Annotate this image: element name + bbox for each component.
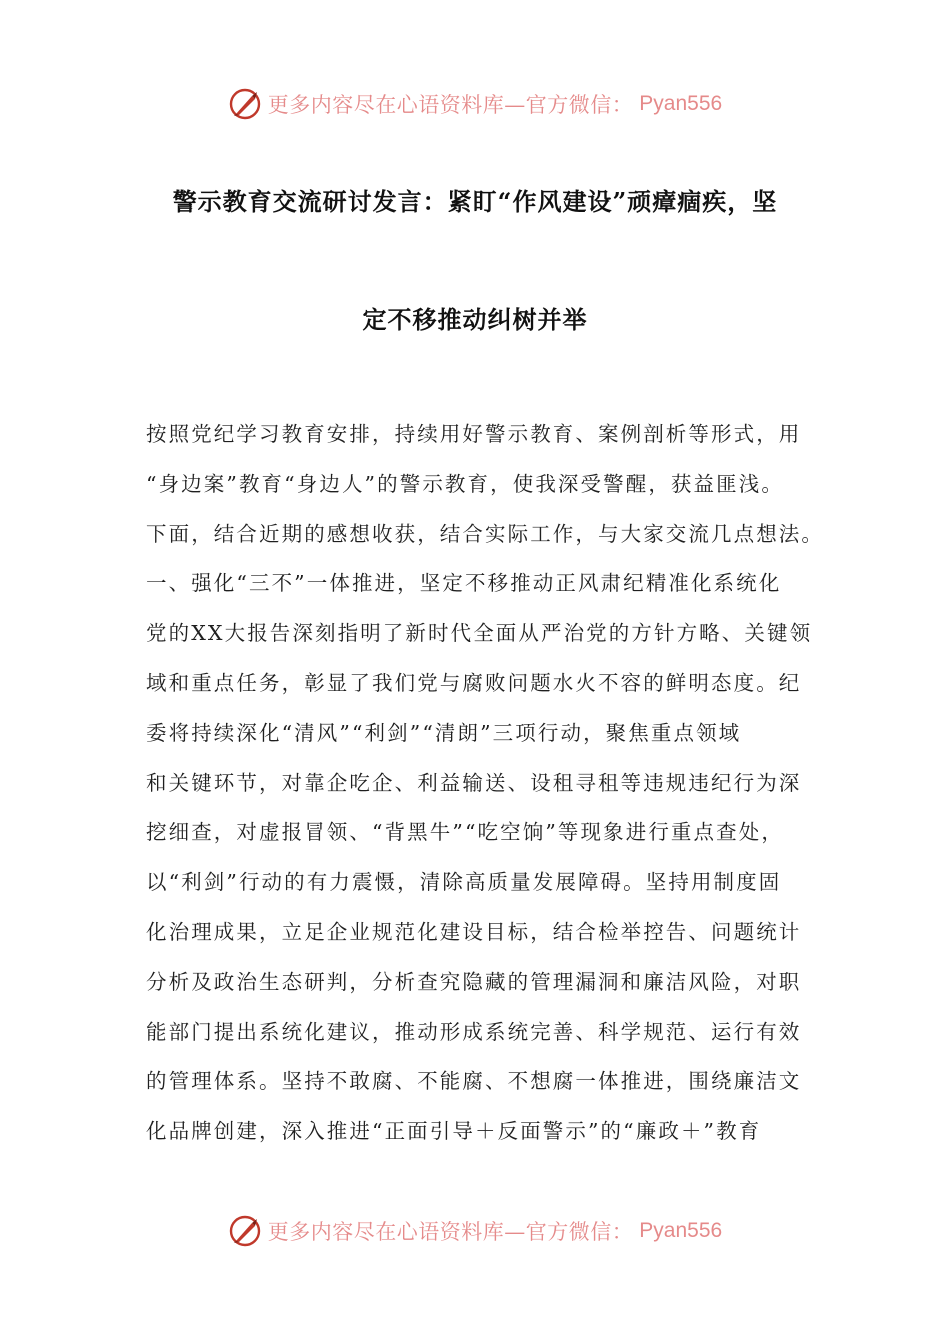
body-line: 化治理成果，立足企业规范化建设目标，结合检举控告、问题统计 [146, 919, 802, 944]
body-line: 能部门提出系统化建议，推动形成系统完善、科学规范、运行有效 [146, 1019, 802, 1044]
body-line: 分析及政治生态研判，分析查究隐藏的管理漏洞和廉洁风险，对职 [146, 969, 802, 994]
body-line: 按照党纪学习教育安排，持续用好警示教育、案例剖析等形式，用 [146, 422, 802, 446]
body-line: 和关键环节，对靠企吃企、利益输送、设租寻租等违规违纪行为深 [146, 770, 802, 795]
body-line: 委将持续深化“清风”“利剑”“清朗”三项行动，聚焦重点领域 [146, 720, 742, 745]
watermark-text: 更多内容尽在心语资料库—官方微信： [267, 1220, 634, 1244]
document-title-line-1: 警示教育交流研讨发言：紧盯“作风建设”顽瘴痼疾，坚 [172, 187, 778, 216]
body-line: 的管理体系。坚持不敢腐、不能腐、不想腐一体推进，围绕廉洁文 [146, 1069, 802, 1094]
document-title-line-2: 定不移推动纠树并举 [362, 305, 588, 334]
watermark-wechat-id: Pyan556 [639, 1219, 723, 1242]
watermark-header [0, 84, 950, 124]
watermark-footer [0, 1211, 950, 1251]
body-line: 域和重点任务，彰显了我们党与腐败问题水火不容的鲜明态度。纪 [146, 670, 802, 695]
body-line: 挖细查，对虚报冒领、“背黑牛”“吃空饷”等现象进行重点查处， [146, 820, 784, 845]
body-line: “身边案”教育“身边人”的警示教育，使我深受警醒，获益匪浅。 [146, 471, 784, 496]
document-body [146, 414, 826, 1161]
body-line: 以“利剑”行动的有力震慑，清除高质量发展障碍。坚持用制度固 [146, 870, 782, 895]
watermark-text: 更多内容尽在心语资料库—官方微信： [267, 93, 634, 117]
body-line: 化品牌创建，深入推进“正面引导＋反面警示”的“廉政＋”教育 [146, 1119, 762, 1144]
watermark-wechat-id: Pyan556 [639, 92, 723, 115]
body-line: 党的XX大报告深刻指明了新时代全面从严治党的方针方略、关键领 [146, 621, 813, 646]
quill-pen-icon [228, 87, 262, 121]
body-line: 下面，结合近期的感想收获，结合实际工作，与大家交流几点想法。 [146, 521, 824, 546]
section-heading-line: 一、强化“三不”一体推进，坚定不移推动正风肃纪精准化系统化 [146, 571, 782, 596]
quill-pen-icon [228, 1214, 262, 1248]
